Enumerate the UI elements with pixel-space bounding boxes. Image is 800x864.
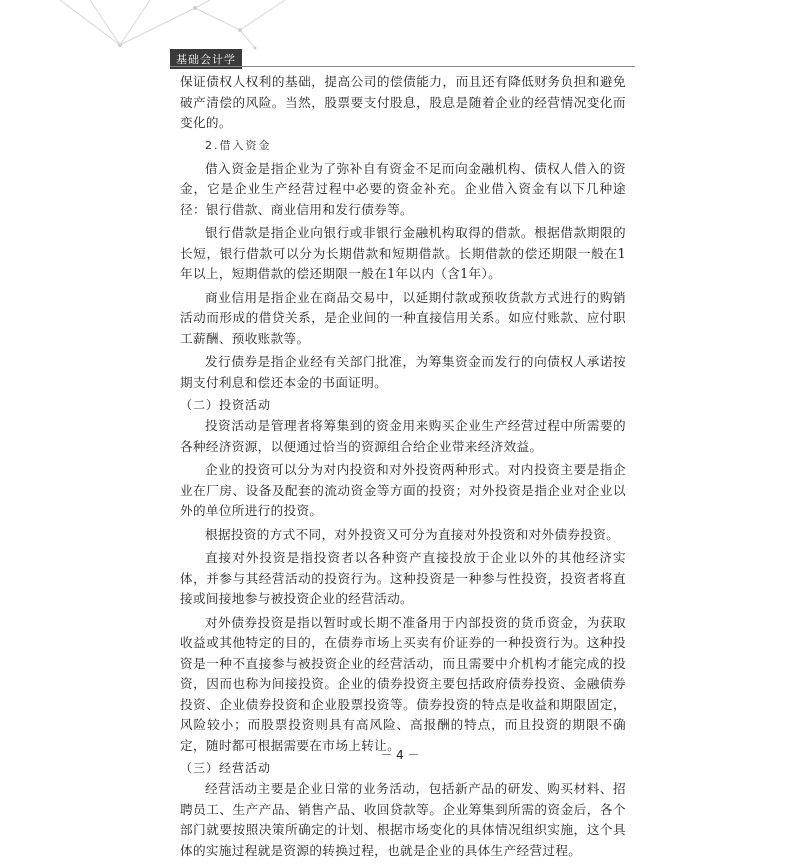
section-heading-operating: （三）经营活动 (180, 761, 272, 775)
subheading-borrowed-funds: 2.借入资金 (205, 138, 272, 152)
paragraph: 企业的投资可以分为对内投资和对外投资两种形式。对内投资主要是指企业在厂房、设备及配套的流动资金等方面的投资；对外投资是指企业对企业以外的单位所进行的投资。 (180, 462, 626, 518)
paragraph: 借入资金是指企业为了弥补自有资金不足而向金融机构、债权人借入的资金，它是企业生产经营过程中必要的资金补充。企业借入资金有以下几种途径：银行借款、商业信用和发行债券等。 (180, 160, 626, 217)
header-rule (170, 66, 635, 67)
section-heading-investment: （二）投资活动 (180, 398, 272, 412)
paragraph: 直接对外投资是指投资者以各种资产直接投放于企业以外的其他经济实体，并参与其经营活动的投资行为。这种投资是一种参与性投资，投资者将直接或间接地参与被投资企业的经营活动。 (180, 550, 626, 606)
decorative-network-graphic (0, 0, 800, 70)
paragraph: 商业信用是指企业在商品交易中，以延期付款或预收货款方式进行的购销活动而形成的借贷关系，是企业间的一种直接信用关系。如应付账款、应付职工薪酬、预收账款等。 (180, 289, 626, 346)
paragraph: 银行借款是指企业向银行或非银行金融机构取得的借款。根据借款期限的长短，银行借款可以分为长期借款和短期借款。长期借款的偿还期限一般在1年以上，短期借款的偿还期限一般在1年以内（含1年）。 (180, 225, 626, 281)
running-header-title: 基础会计学 (170, 49, 242, 69)
paragraph: 经营活动主要是企业日常的业务活动，包括新产品的研发、购买材料、招聘员工、生产产品、销售产品、收回贷款等。企业筹集到所需的资金后，各个部门就要按照决策所确定的计划、根据市场变化的具体情况组织实施，这个具体的实施过程就是资源的转换过程，也就是企业的具体生产经营过程。 (180, 781, 626, 858)
paragraph: 根据投资的方式不同，对外投资又可分为直接对外投资和对外债券投资。 (205, 526, 620, 542)
page-number: － 4 － (380, 748, 420, 762)
paragraph: 发行债券是指企业经有关部门批准，为筹集资金而发行的向债权人承诺按期支付利息和偿还本金的书面证明。 (180, 354, 626, 390)
paragraph: 对外债券投资是指以暂时或长期不准备用于内部投资的货币资金，为获取收益或其他特定的目的，在债券市场上买卖有价证券的一种投资行为。这种投资是一种不直接参与被投资企业的经营活动，而且需要中介机构才能完成的投资，因而也称为间接投资。企业的债券投资主要包括政府债券投资、金融债券投资、企业债券投资和企业股票投资等。债券投资的特点是收益和期限固定，风险较小；而股票投资则具有高风险、高报酬的特点，而且投资的期限不确定，随时都可根据需要在市场上转让。 (180, 614, 626, 753)
paragraph-continued: 保证债权人权利的基础，提高公司的偿债能力，而且还有降低财务负担和避免破产清偿的风险。当然，股票要支付股息，股息是随着企业的经营情况变化而变化的。 (180, 74, 626, 130)
paragraph: 投资活动是管理者将筹集到的资金用来购买企业生产经营过程中所需要的各种经济资源，以便通过恰当的资源组合给企业带来经济效益。 (180, 418, 626, 454)
